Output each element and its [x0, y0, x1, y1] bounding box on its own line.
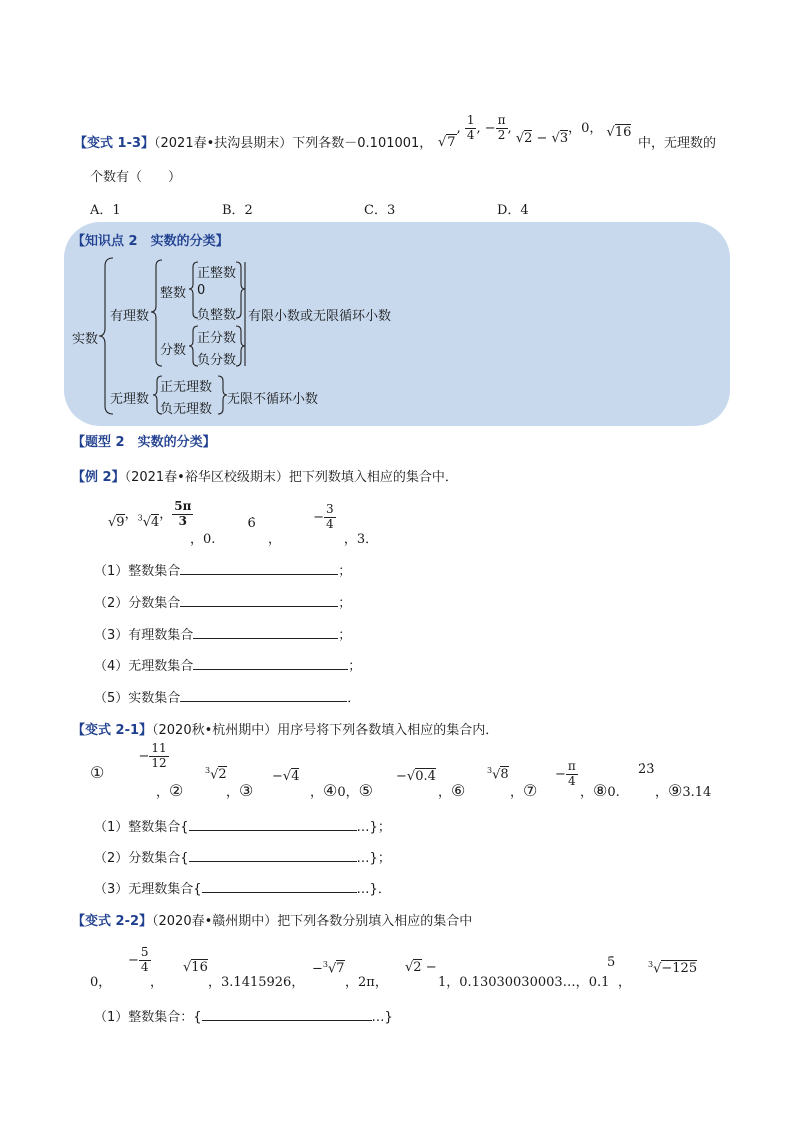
neg-11-12: − $\frac{11}{12}$	[138, 741, 167, 770]
label-fraction: 分数	[160, 343, 187, 358]
variant-text: 用序号将下列各数填入相应的集合内．	[277, 723, 499, 738]
cbrt8: $^3$√8	[487, 766, 509, 783]
answer-blank[interactable]	[202, 879, 357, 893]
label-rational-desc: 有限小数或无限循环小数	[248, 309, 392, 324]
variant21-set-1: （1）整数集合{ …}；	[94, 816, 391, 835]
variant-source: （2020秋•杭州期中）	[152, 723, 278, 738]
example2-set-4: （4）无理数集合 ；	[94, 655, 361, 674]
label-neg-int: 负整数	[197, 308, 237, 323]
variant-lead: 下列各数－0.101001，	[292, 136, 433, 151]
answer-blank[interactable]	[202, 1007, 372, 1021]
variant-1-3-math: √7, $\frac{1}{4}$ , − $\frac{\pi}{2}$ , √2 − √3，0， √16	[438, 113, 632, 150]
cbrt-neg125: $^3$√−125	[648, 960, 698, 977]
answer-blank[interactable]	[180, 688, 347, 702]
sqrt9: √9	[108, 514, 125, 530]
answer-blank[interactable]	[180, 561, 338, 575]
repeating-5: 5̇	[607, 955, 616, 970]
option-d: D．4	[497, 203, 529, 218]
variant22-set-1: （1）整数集合：{ …}	[94, 1006, 393, 1025]
example2-set-5: （5）实数集合 ．	[94, 687, 360, 706]
label-irrational: 无理数	[110, 392, 150, 407]
variant-tail: 中，无理数的	[638, 136, 717, 151]
variant-2-1-line	[72, 719, 498, 738]
example2-line	[72, 466, 458, 485]
sqrt2-minus-1: √2 −	[405, 960, 437, 975]
label-neg-irr: 负无理数	[160, 402, 213, 417]
variant-2-1-row: ，②	[156, 781, 184, 800]
answer-blank[interactable]	[193, 656, 348, 670]
neg-sqrt4: −√4	[272, 769, 300, 784]
label-zero: 0	[197, 283, 206, 298]
sqrt7: √7	[438, 134, 456, 150]
example2-numbers: √9，$^3$√4， $\frac{5\pi}{3}$	[108, 499, 192, 530]
variant21-set-3: （3）无理数集合{ …}．	[94, 878, 391, 897]
variant21-set-2: （2）分数集合{ …}；	[94, 847, 391, 866]
label-pos-irr: 正无理数	[160, 380, 213, 395]
label-real: 实数	[72, 332, 99, 347]
label-rational: 有理数	[110, 309, 150, 324]
answer-blank[interactable]	[189, 848, 357, 862]
neg-pi-quarter: − $\frac{\pi}{4}$	[555, 759, 576, 788]
example2-set-1: （1）整数集合 ；	[94, 560, 351, 579]
knowledge-point-box	[64, 222, 730, 426]
variant-source: （2020春•赣州期中）	[152, 914, 278, 929]
answer-blank[interactable]	[193, 625, 338, 639]
neg-5-4: − $\frac{5}{4}$	[128, 945, 149, 974]
neg-three-quarters: − $\frac{3}{4}$	[313, 502, 334, 531]
example2-set-2: （2）分数集合 ；	[94, 592, 351, 611]
example2-set-3: （3）有理数集合 ；	[94, 624, 351, 643]
label-integer: 整数	[160, 286, 187, 301]
variant-2-1-numbers: ① − $\frac{11}{12}$	[90, 741, 167, 782]
sqrt16: √16	[606, 124, 632, 140]
knowledge-title: 【知识点 2 实数的分类】	[72, 234, 229, 249]
frac-5pi-3: $\frac{5\pi}{3}$	[174, 499, 192, 528]
option-c: C．3	[364, 203, 396, 218]
example-text: 把下列数填入相应的集合中．	[288, 470, 458, 485]
variant-source: （2021春•扶沟县期末）	[154, 136, 293, 151]
answer-blank[interactable]	[189, 817, 357, 831]
answer-blank[interactable]	[180, 593, 338, 607]
neg-cbrt7: −$^3$√7	[312, 960, 345, 977]
repeating-23: 2̇3̇	[638, 762, 655, 777]
neg-pi-half: − $\frac{\pi}{2}$	[484, 113, 506, 142]
variant-2-2-line	[72, 910, 472, 929]
cbrt4: $^3$√4	[137, 513, 160, 530]
variant-1-3-line2: 个数有（ ）	[90, 170, 182, 185]
variant-label: 【变式 2-2】	[72, 914, 153, 929]
sqrt16-b: √16	[183, 960, 208, 975]
example-label: 【例 2】	[72, 470, 125, 485]
neg-sqrt-0-4: −√0.4	[396, 769, 436, 784]
frac-1-4: $\frac{1}{4}$	[466, 113, 475, 142]
variant-1-3-line1	[74, 132, 432, 151]
variant-label: 【变式 2-1】	[72, 723, 153, 738]
label-pos-frac: 正分数	[197, 331, 237, 346]
label-irrational-desc: 无限不循环小数	[227, 392, 319, 407]
label-neg-frac: 负分数	[197, 353, 237, 368]
variant-label: 【变式 1-3】	[74, 136, 155, 151]
option-a: A．1	[90, 203, 121, 218]
example2-tail: ，0. 6̇ ， − $\frac{3}{4}$ ，3．	[190, 502, 379, 547]
type2-title: 【题型 2 实数的分类】	[72, 435, 216, 450]
cbrt2: $^3$√2	[205, 766, 227, 783]
variant-text: 把下列各数分别填入相应的集合中	[277, 914, 473, 929]
option-b: B．2	[222, 203, 253, 218]
sqrt2-minus-sqrt3: √2 − √3	[515, 130, 569, 146]
example-source: （2021春•裕华区校级期末）	[124, 470, 289, 485]
label-pos-int: 正整数	[197, 266, 237, 281]
